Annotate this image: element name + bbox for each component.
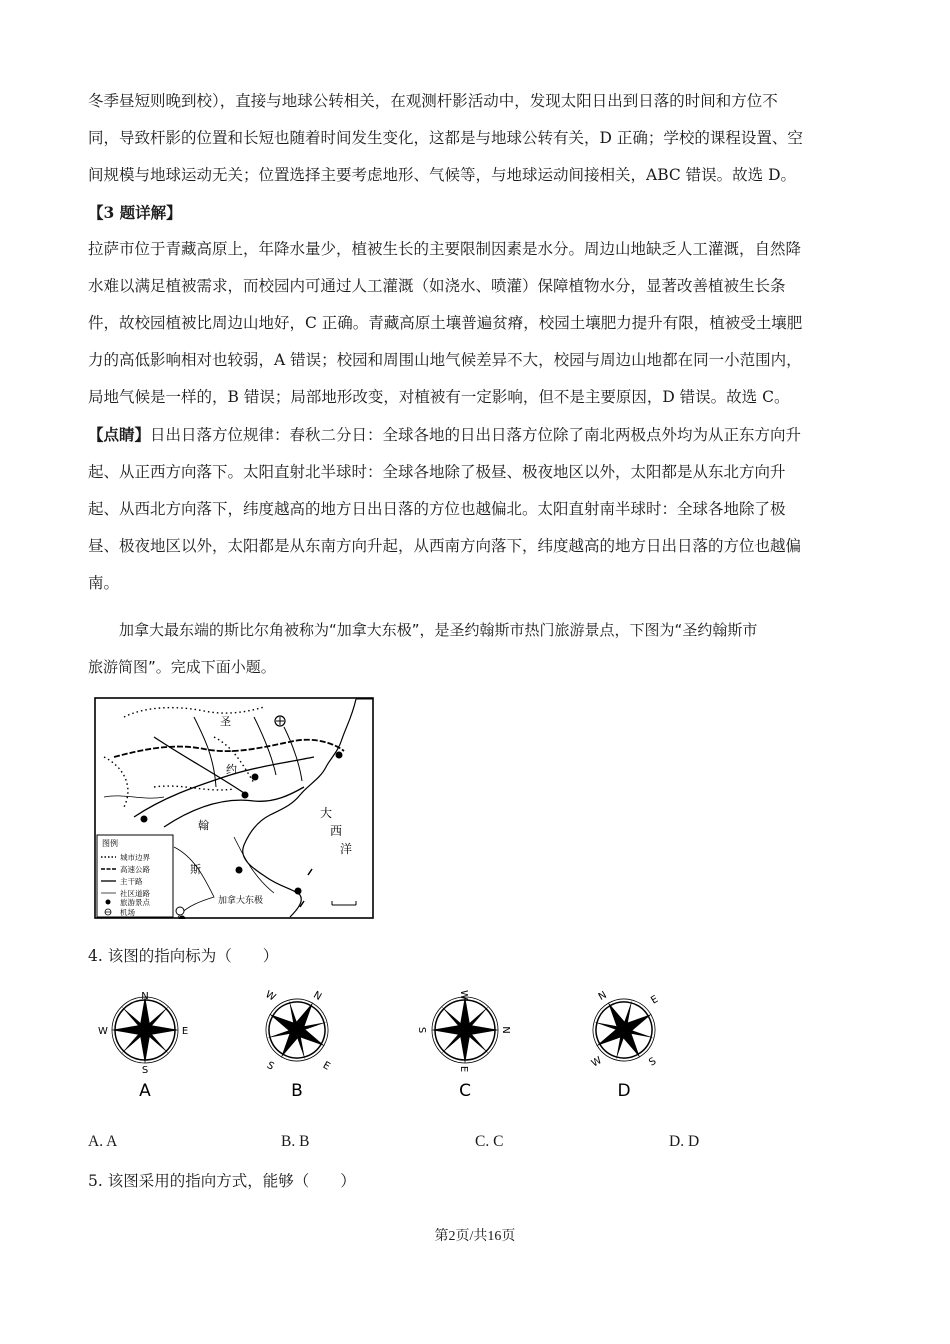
compass-letter: A [139,1081,151,1100]
legend-item: 社区道路 [120,889,150,898]
map-label-yang: 洋 [340,842,353,856]
svg-text:E: E [320,1059,332,1073]
map-label-da: 大 [320,806,333,820]
tip-label: 【点睛】 [88,425,151,444]
text-line: 件，故校园植被比周边山地好，C 正确。青藏高原土壤普遍贫瘠，校园土壤肥力提升有限，植被受土壤肥 [88,314,803,332]
svg-text:E: E [458,1065,469,1073]
svg-text:E: E [649,993,661,1007]
option-c[interactable]: C. C [475,1133,504,1150]
svg-text:W: W [589,1055,604,1070]
map-label-yue: 约 [226,763,237,776]
svg-text:E: E [181,1026,189,1037]
text-line: 日出日落方位规律：春秋二分日：全球各地的日出日落方位除了南北两极点外均为从正东方向升 [150,426,802,444]
map-label-sheng: 圣 [220,715,231,728]
text-line: 力的高低影响相对也较弱，A 错误；校园和周围山地气候差异不大，校园与周边山地都在同一小范围内， [88,351,802,369]
svg-text:N: N [311,989,324,1003]
option-d[interactable]: D. D [669,1133,700,1150]
svg-text:S: S [647,1055,659,1069]
text-line: 起、从西北方向落下，纬度越高的地方日出日落的方位也越偏北。太阳直射南半球时：全球各地除了极 [88,500,786,518]
legend-item: 旅游景点 [120,898,150,907]
question-4: 4. 该图的指向标为（ ） [88,947,279,965]
compass-rose-option-a [95,985,195,1100]
heading-q3-detail: 【3 题详解】 [88,203,182,222]
compass-letter: C [459,1081,471,1100]
page-number-footer: 第2页/共16页 [434,1229,516,1244]
text-line: 南。 [88,574,120,592]
map-label-han: 翰 [198,819,209,832]
svg-text:W: W [263,989,278,1004]
map-label-east-pole: 加拿大东极 [218,896,264,906]
svg-text:S: S [416,1026,427,1034]
map-label-si: 斯 [190,863,201,876]
option-a[interactable]: A. A [88,1133,118,1150]
paragraph-q2-explanation [88,83,863,194]
svg-text:N: N [500,1026,511,1034]
compass-rose-option-c [415,985,515,1100]
legend-item: 主干路 [120,877,143,886]
svg-text:S: S [264,1059,276,1073]
svg-text:W: W [458,990,469,1000]
svg-text:W: W [98,1026,108,1037]
svg-text:S: S [141,1065,149,1076]
compass-letter: D [617,1081,631,1100]
svg-text:N: N [596,989,609,1003]
compass-letter: B [291,1081,303,1100]
svg-text:N: N [141,991,149,1002]
option-b[interactable]: B. B [281,1133,310,1150]
text-line: 间规模与地球运动无关；位置选择主要考虑地形、气候等，与地球运动间接相关，ABC 错误。故选 D。 [88,166,797,184]
text-line: 冬季昼短则晚到校），直接与地球公转相关，在观测杆影活动中，发现太阳日出到日落的时间和方位不 [88,92,778,110]
compass-rose-icon [431,996,499,1064]
text-line: 局地气候是一样的，B 错误；局部地形改变，对植被有一定影响，但不是主要原因，D 错误。故选 C。 [88,388,790,406]
compass-rose-option-d [574,985,674,1100]
question-5: 5. 该图采用的指向方式，能够（ ） [88,1172,356,1190]
compass-rose-icon [111,996,179,1064]
text-line: 同，导致杆影的位置和长短也随着时间发生变化，这都是与地球公转有关，D 正确；学校的课程设置、空 [88,129,803,147]
paragraph-intro [88,612,863,686]
legend-item: 高速公路 [120,865,150,874]
text-line: 水难以满足植被需求，而校园内可通过人工灌溉（如浇水、喷灌）保障植物水分，显著改善植被生长条 [88,277,786,295]
map-label-xi: 西 [330,824,343,838]
text-line: 昼、极夜地区以外，太阳都是从东南方向升起，从西南方向落下，纬度越高的地方日出日落的方位也越偏 [88,537,802,555]
legend-title: 图例 [102,839,118,848]
paragraph-q3-explanation [88,231,863,416]
st-johns-tourist-map [94,697,374,919]
compass-rose-option-b [247,985,347,1100]
text-line: 加拿大最东端的斯比尔角被称为“加拿大东极”，是圣约翰斯市热门旅游景点，下图为“圣约翰斯市 [119,621,758,639]
text-line: 起、从正西方向落下。太阳直射北半球时：全球各地除了极昼、极夜地区以外，太阳都是从东北方向升 [88,463,786,481]
paragraph-tip [88,416,863,602]
text-line: 拉萨市位于青藏高原上，年降水量少，植被生长的主要限制因素是水分。周边山地缺乏人工灌溉，自然降 [88,240,802,258]
text-line: 旅游简图”。完成下面小题。 [88,658,276,676]
legend-item: 机场 [120,908,135,917]
legend-item: 城市边界 [120,853,150,862]
